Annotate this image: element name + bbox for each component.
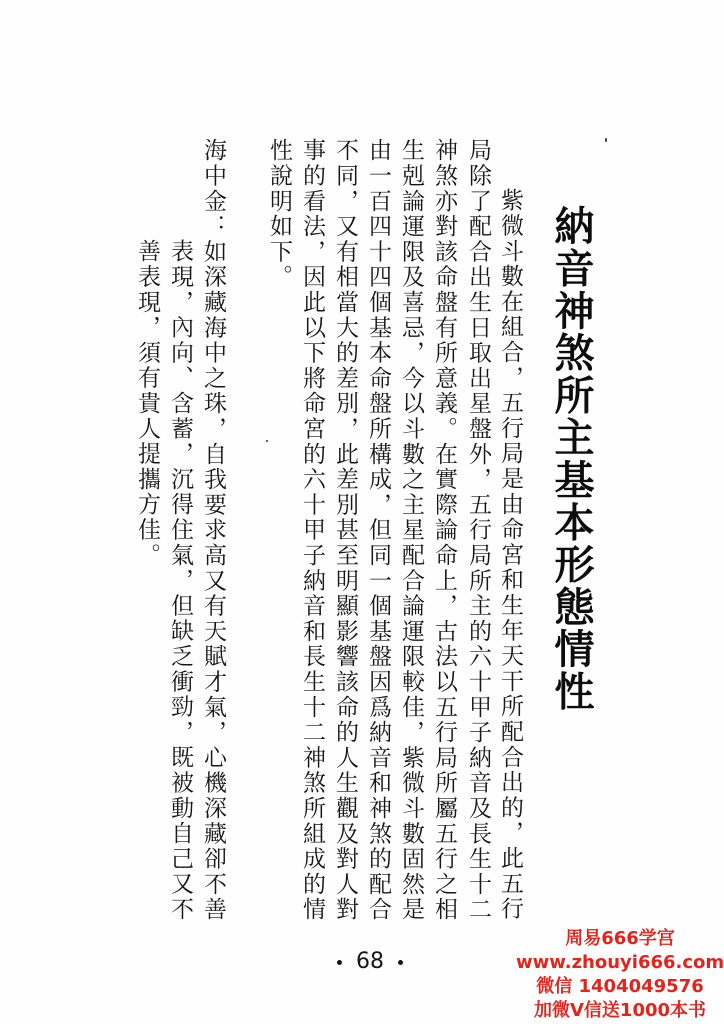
page-number	[320, 949, 420, 975]
scan-speck	[266, 440, 268, 442]
intro-line-7: 事的看法，因此以下將命宮的六十甲子納音和長生十二神煞所組成的情	[299, 138, 325, 923]
watermark-line-3: 微信 1404049576	[536, 976, 704, 997]
watermark-line-2: www.zhouyi666.com	[516, 952, 724, 973]
scan-speck	[605, 138, 607, 142]
intro-line-6: 不同，又有相當大的差別，此差別甚至明顯影響該命的人生觀及對人對	[332, 138, 358, 923]
entry-line-1: 海中金：如深藏海中之珠，自我要求高又有天賦才氣，心機深藏卻不善	[200, 138, 226, 923]
section-title: 納音神煞所主基本形態情性	[548, 205, 594, 713]
watermark-line-4: 加微V信送1000本书	[533, 1000, 707, 1021]
intro-line-4: 生剋論運限及喜忌，今以斗數之主星配合論運限較佳，紫微斗數固然是	[398, 138, 424, 923]
entry-line-2: 表現，內向、含蓄，沉得住氣，但缺乏衝勁，既被動自己又不	[167, 239, 193, 923]
watermark	[516, 927, 724, 1023]
page-number-value: 68	[356, 949, 384, 974]
intro-line-8: 性說明如下。	[266, 138, 292, 290]
page-number-bullet-right	[398, 960, 403, 965]
watermark-line-1: 周易666学宫	[565, 928, 675, 949]
intro-line-5: 由一百四十四個基本命盤所構成，但同一個基盤因爲納音和神煞的配合	[365, 138, 391, 923]
intro-line-1: 紫微斗數在組合，五行局是由命宮和生年天干所配合出的，此五行	[497, 188, 523, 922]
entry-line-3: 善表現，須有貴人提攜方佳。	[134, 239, 160, 568]
intro-line-2: 局除了配合出生日取出星盤外，五行局所主的六十甲子納音及長生十二	[465, 138, 491, 923]
intro-line-3: 神煞亦對該命盤有所意義。在實際論命上，古法以五行局所屬五行之相	[431, 138, 457, 923]
page-number-bullet-left	[337, 960, 342, 965]
